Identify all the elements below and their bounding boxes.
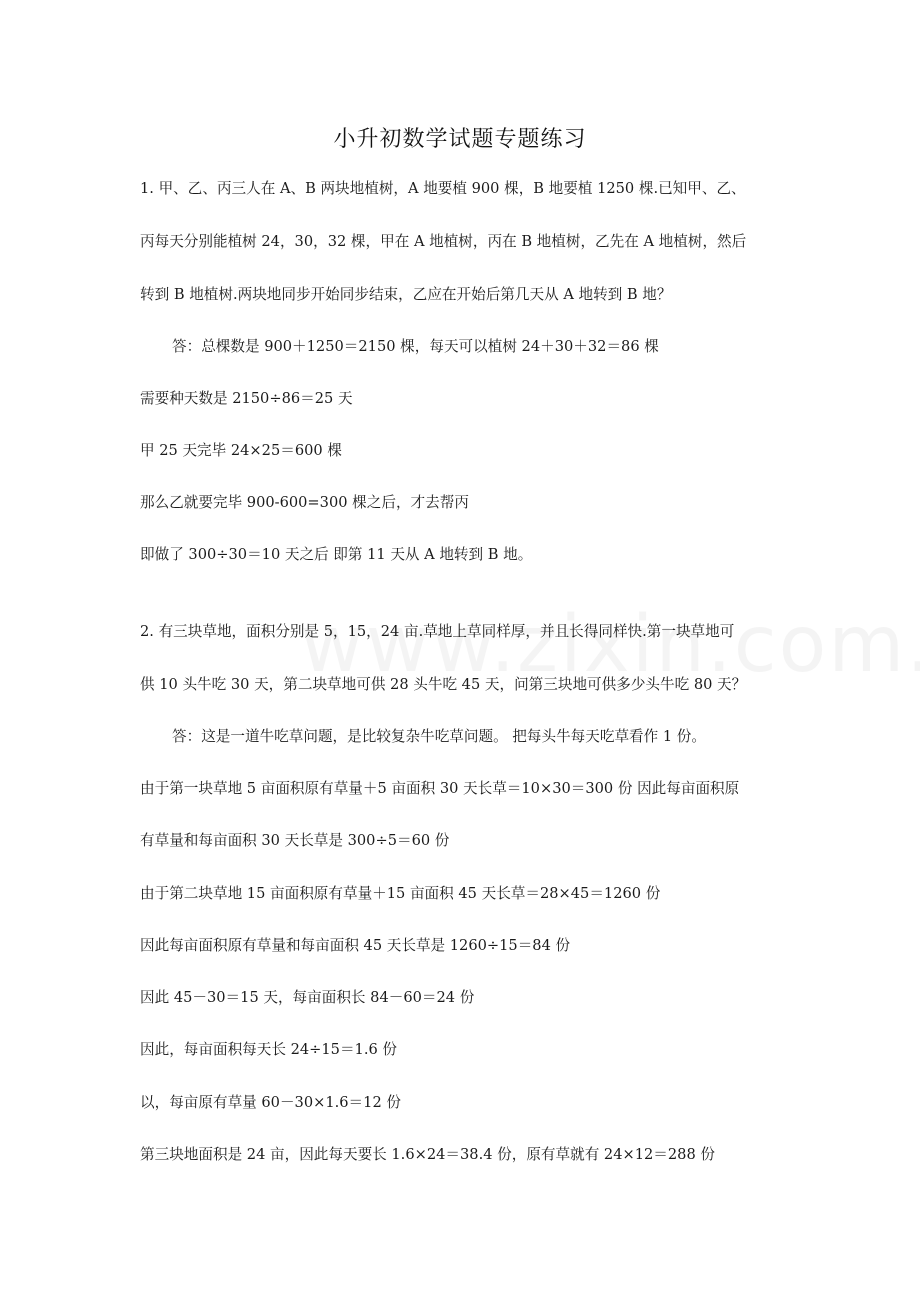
problem-2-line-2: 供 10 头牛吃 30 天，第二块草地可供 28 头牛吃 45 天，问第三块地可供多少头牛吃 80 天？	[140, 676, 747, 693]
answer-1-line-5: 即做了 300÷30＝10 天之后 即第 11 天从 A 地转到 B 地。	[140, 546, 533, 563]
problem-1-line-3: 转到 B 地植树.两块地同步开始同步结束，乙应在开始后第几天从 A 地转到 B 地？	[140, 286, 672, 303]
page-title: 小升初数学试题专题练习	[333, 127, 587, 152]
answer-2-line-5: 因此每亩面积原有草量和每亩面积 45 天长草是 1260÷15＝84 份	[140, 937, 571, 954]
answer-1-line-4: 那么乙就要完毕 900-600=300 棵之后，才去帮丙	[140, 494, 469, 511]
answer-1-line-1: 答：总棵数是 900＋1250＝2150 棵，每天可以植树 24＋30＋32＝86 棵	[172, 338, 659, 355]
problem-1-line-1: 1. 甲、乙、丙三人在 A、B 两块地植树，A 地要植 900 棵，B 地要植 1250 棵.已知甲、乙、	[140, 180, 746, 197]
answer-2-line-1: 答：这是一道牛吃草问题，是比较复杂牛吃草问题。 把每头牛每天吃草看作 1 份。	[172, 728, 706, 745]
answer-2-line-9: 第三块地面积是 24 亩，因此每天要长 1.6×24＝38.4 份，原有草就有 24×12＝288 份	[140, 1146, 715, 1163]
answer-2-line-2: 由于第一块草地 5 亩面积原有草量＋5 亩面积 30 天长草＝10×30＝300 份 因此每亩面积原	[140, 780, 740, 797]
answer-2-line-4: 由于第二块草地 15 亩面积原有草量＋15 亩面积 45 天长草＝28×45＝1260 份	[140, 885, 661, 902]
answer-1-line-3: 甲 25 天完毕 24×25＝600 棵	[140, 442, 342, 459]
problem-2-line-1: 2. 有三块草地，面积分别是 5，15，24 亩.草地上草同样厚，并且长得同样快.第一块草地可	[140, 623, 735, 640]
answer-2-line-7: 因此，每亩面积每天长 24÷15＝1.6 份	[140, 1041, 397, 1058]
answer-2-line-8: 以，每亩原有草量 60－30×1.6＝12 份	[140, 1094, 401, 1111]
problem-1-line-2: 丙每天分别能植树 24，30，32 棵，甲在 A 地植树，丙在 B 地植树，乙先在 A 地植树，然后	[140, 233, 747, 250]
answer-2-line-6: 因此 45－30＝15 天，每亩面积长 84－60＝24 份	[140, 989, 475, 1006]
answer-2-line-3: 有草量和每亩面积 30 天长草是 300÷5＝60 份	[140, 832, 450, 849]
answer-1-line-2: 需要种天数是 2150÷86＝25 天	[140, 390, 353, 407]
